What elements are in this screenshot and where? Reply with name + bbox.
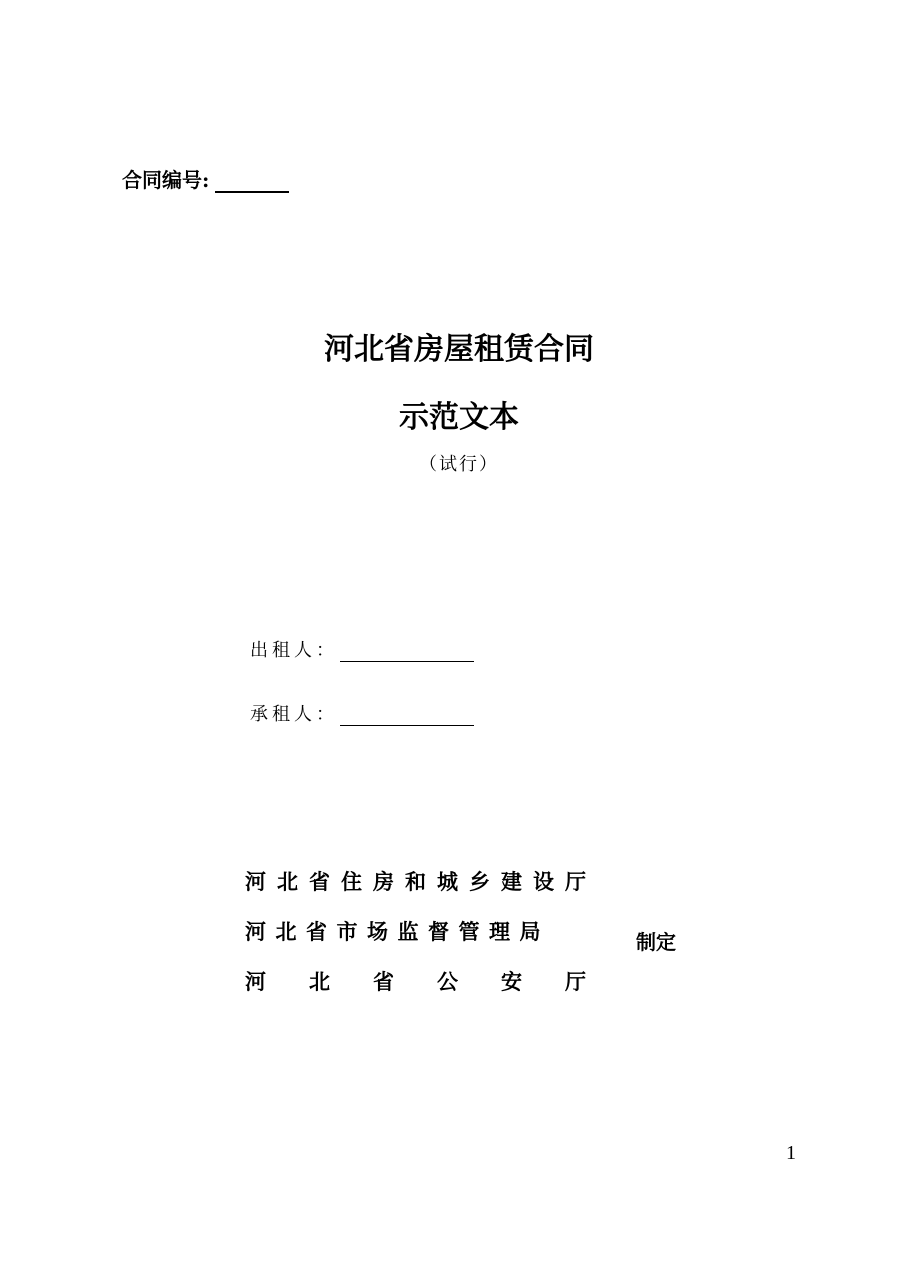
issuer-public-security — [245, 966, 629, 996]
issuer-char: 安 — [501, 969, 522, 994]
contract-number — [122, 164, 289, 193]
issuer-market-supervision: 河北省市场监督管理局 — [245, 919, 550, 944]
lessee-blank[interactable] — [340, 705, 474, 726]
contract-number-blank[interactable] — [215, 169, 289, 193]
contract-number-label: 合同编号: — [122, 168, 210, 192]
issuer-housing-department: 河北省住房和城乡建设厅 — [245, 869, 597, 894]
document-trial-note: （试行） — [419, 454, 499, 475]
lessor-blank[interactable] — [340, 641, 474, 662]
lessor-row — [250, 636, 474, 662]
lessor-label: 出租人： — [250, 640, 338, 661]
lessee-label: 承租人： — [250, 704, 338, 725]
page-number: 1 — [786, 1142, 796, 1164]
issuer-char: 省 — [373, 969, 394, 994]
issued-by-label: 制定 — [636, 930, 676, 954]
issuer-char: 公 — [437, 969, 458, 994]
issuer-char: 北 — [309, 969, 330, 994]
document-title: 河北省房屋租赁合同 — [324, 332, 594, 367]
document-subtitle: 示范文本 — [399, 400, 519, 435]
lessee-row — [250, 700, 474, 726]
issuer-char: 河 — [245, 969, 266, 994]
issuer-char: 厅 — [565, 969, 586, 994]
